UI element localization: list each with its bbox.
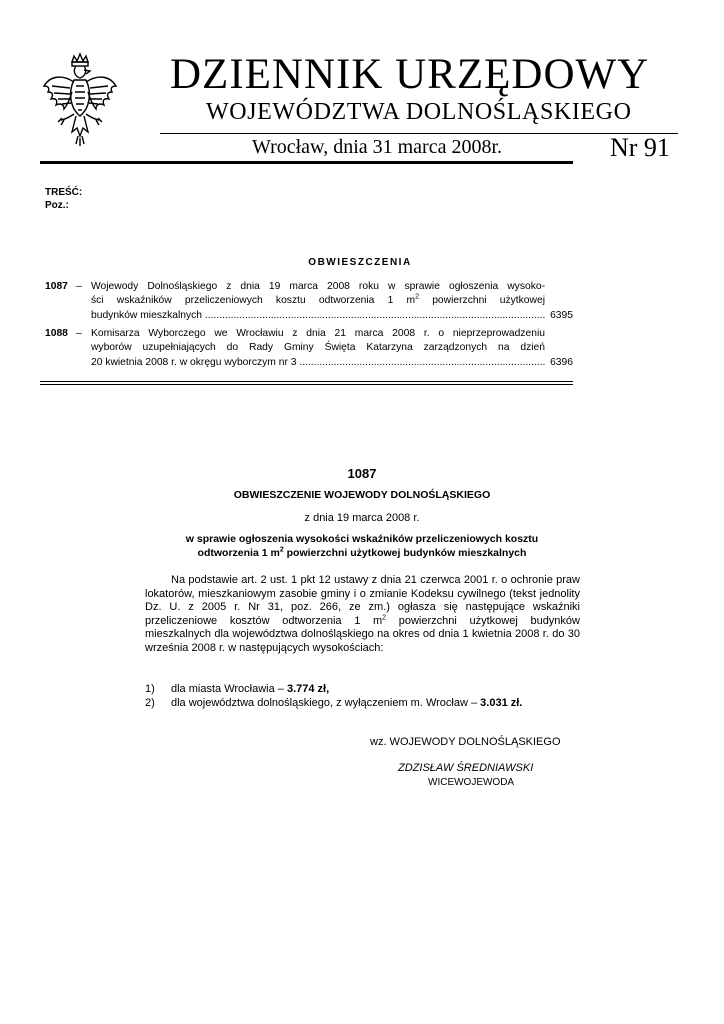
article-date: z dnia 19 marca 2008 r. — [304, 512, 420, 524]
toc-label-poz: Poz.: — [45, 200, 69, 211]
list-item-number: 1) — [145, 683, 155, 695]
toc-entry-number: 1088 — [45, 328, 68, 339]
toc-entry-line: wyborów uzupełniających do Rady Gminy Święta Katarzyna zarządzonych na dzień — [91, 342, 545, 354]
list-item-value: 3.774 zł, — [286, 683, 330, 695]
article-subject — [120, 532, 604, 560]
masthead-subtitle: WOJEWÓDZTWA DOLNOŚLĄSKIEGO — [206, 99, 632, 125]
toc-divider — [40, 384, 573, 385]
toc-entry-number: 1087 — [45, 281, 68, 292]
signature-for: wz. WOJEWODY DOLNOŚLĄSKIEGO — [370, 736, 561, 748]
header-divider — [40, 161, 573, 164]
article-number: 1087 — [347, 466, 377, 481]
list-item-text: dla województwa dolnośląskiego, z wyłączeniem m. Wrocław – — [171, 697, 481, 709]
polish-eagle-icon — [40, 52, 120, 152]
toc-entry-line: ści wskaźników przeliczeniowych kosztu odtworzenia 1 $m^2$ powierzchni użytkowej — [91, 293, 545, 307]
issue-date: Wrocław, dnia 31 marca 2008r. — [252, 136, 503, 158]
toc-heading-text: OBWIESZCZENIA — [308, 257, 412, 268]
toc-entry-1087[interactable] — [45, 280, 573, 324]
toc-entry-line: Wojewody Dolnośląskiego z dnia 19 marca 2008 roku w sprawie ogłoszenia wysoko- — [91, 281, 545, 292]
toc-heading — [0, 257, 724, 268]
toc-entry-page: 6396 — [550, 356, 573, 368]
article-subject-line: w sprawie ogłoszenia wysokości wskaźników przeliczeniowych kosztu — [185, 533, 539, 545]
list-item-text: dla miasta Wrocławia – — [171, 683, 287, 695]
signature-role: WICEWOJEWODA — [428, 777, 515, 788]
list-item-number: 2) — [145, 697, 155, 709]
toc-label — [45, 186, 82, 212]
toc-entry-1088[interactable] — [45, 327, 573, 371]
toc-entry-line: budynków mieszkalnych ..... — [91, 309, 545, 323]
list-item — [145, 697, 522, 709]
list-item-value: 3.031 zł. — [480, 697, 523, 709]
issue-number: Nr 91 — [610, 133, 670, 162]
toc-entry-page: 6395 — [550, 309, 573, 321]
masthead-title: DZIENNIK URZĘDOWY — [170, 51, 650, 98]
toc-entry-line: 20 kwietnia 2008 r. w okręgu wyborczym nr 3 ..... — [91, 356, 545, 370]
article-type: OBWIESZCZENIE WOJEWODY DOLNOŚLĄSKIEGO — [233, 489, 491, 501]
toc-label-tresc: TREŚĆ: — [45, 187, 83, 198]
list-item — [145, 683, 329, 695]
toc-entry-dash: – — [76, 281, 82, 292]
toc-divider — [40, 381, 573, 382]
article-body: Na podstawie art. 2 ust. 1 pkt 12 ustawy z dnia 21 czerwca 2001 r. o ochronie praw lokatorów, mieszkaniowym zasobie gminy i o zmianie Kodeksu cywilnego (tekst jednolity Dz. U. z 2005 r. Nr 31, poz. 266, ze zm.) ogłasza się następujące wskaźniki przeliczeniowe kosztów odtworzenia 1 $m^2$ powierzchni użytkowej budynków mieszkalnych dla województwa dolnośląskiego na okres od dnia 1 kwietnia 2008 r. do 30 września 2008 r. w następujących wysokościach: — [145, 574, 580, 654]
masthead-rule — [160, 133, 678, 134]
article-subject-line: odtworzenia 1 $m^2$ powierzchni użytkowej budynków mieszkalnych — [197, 546, 527, 559]
toc-entry-line: Komisarza Wyborczego we Wrocławiu z dnia 21 marca 2008 r. o nieprzeprowadzeniu — [91, 328, 545, 339]
signature-name: ZDZISŁAW ŚREDNIAWSKI — [398, 762, 534, 774]
toc-entry-dash: – — [76, 328, 82, 339]
